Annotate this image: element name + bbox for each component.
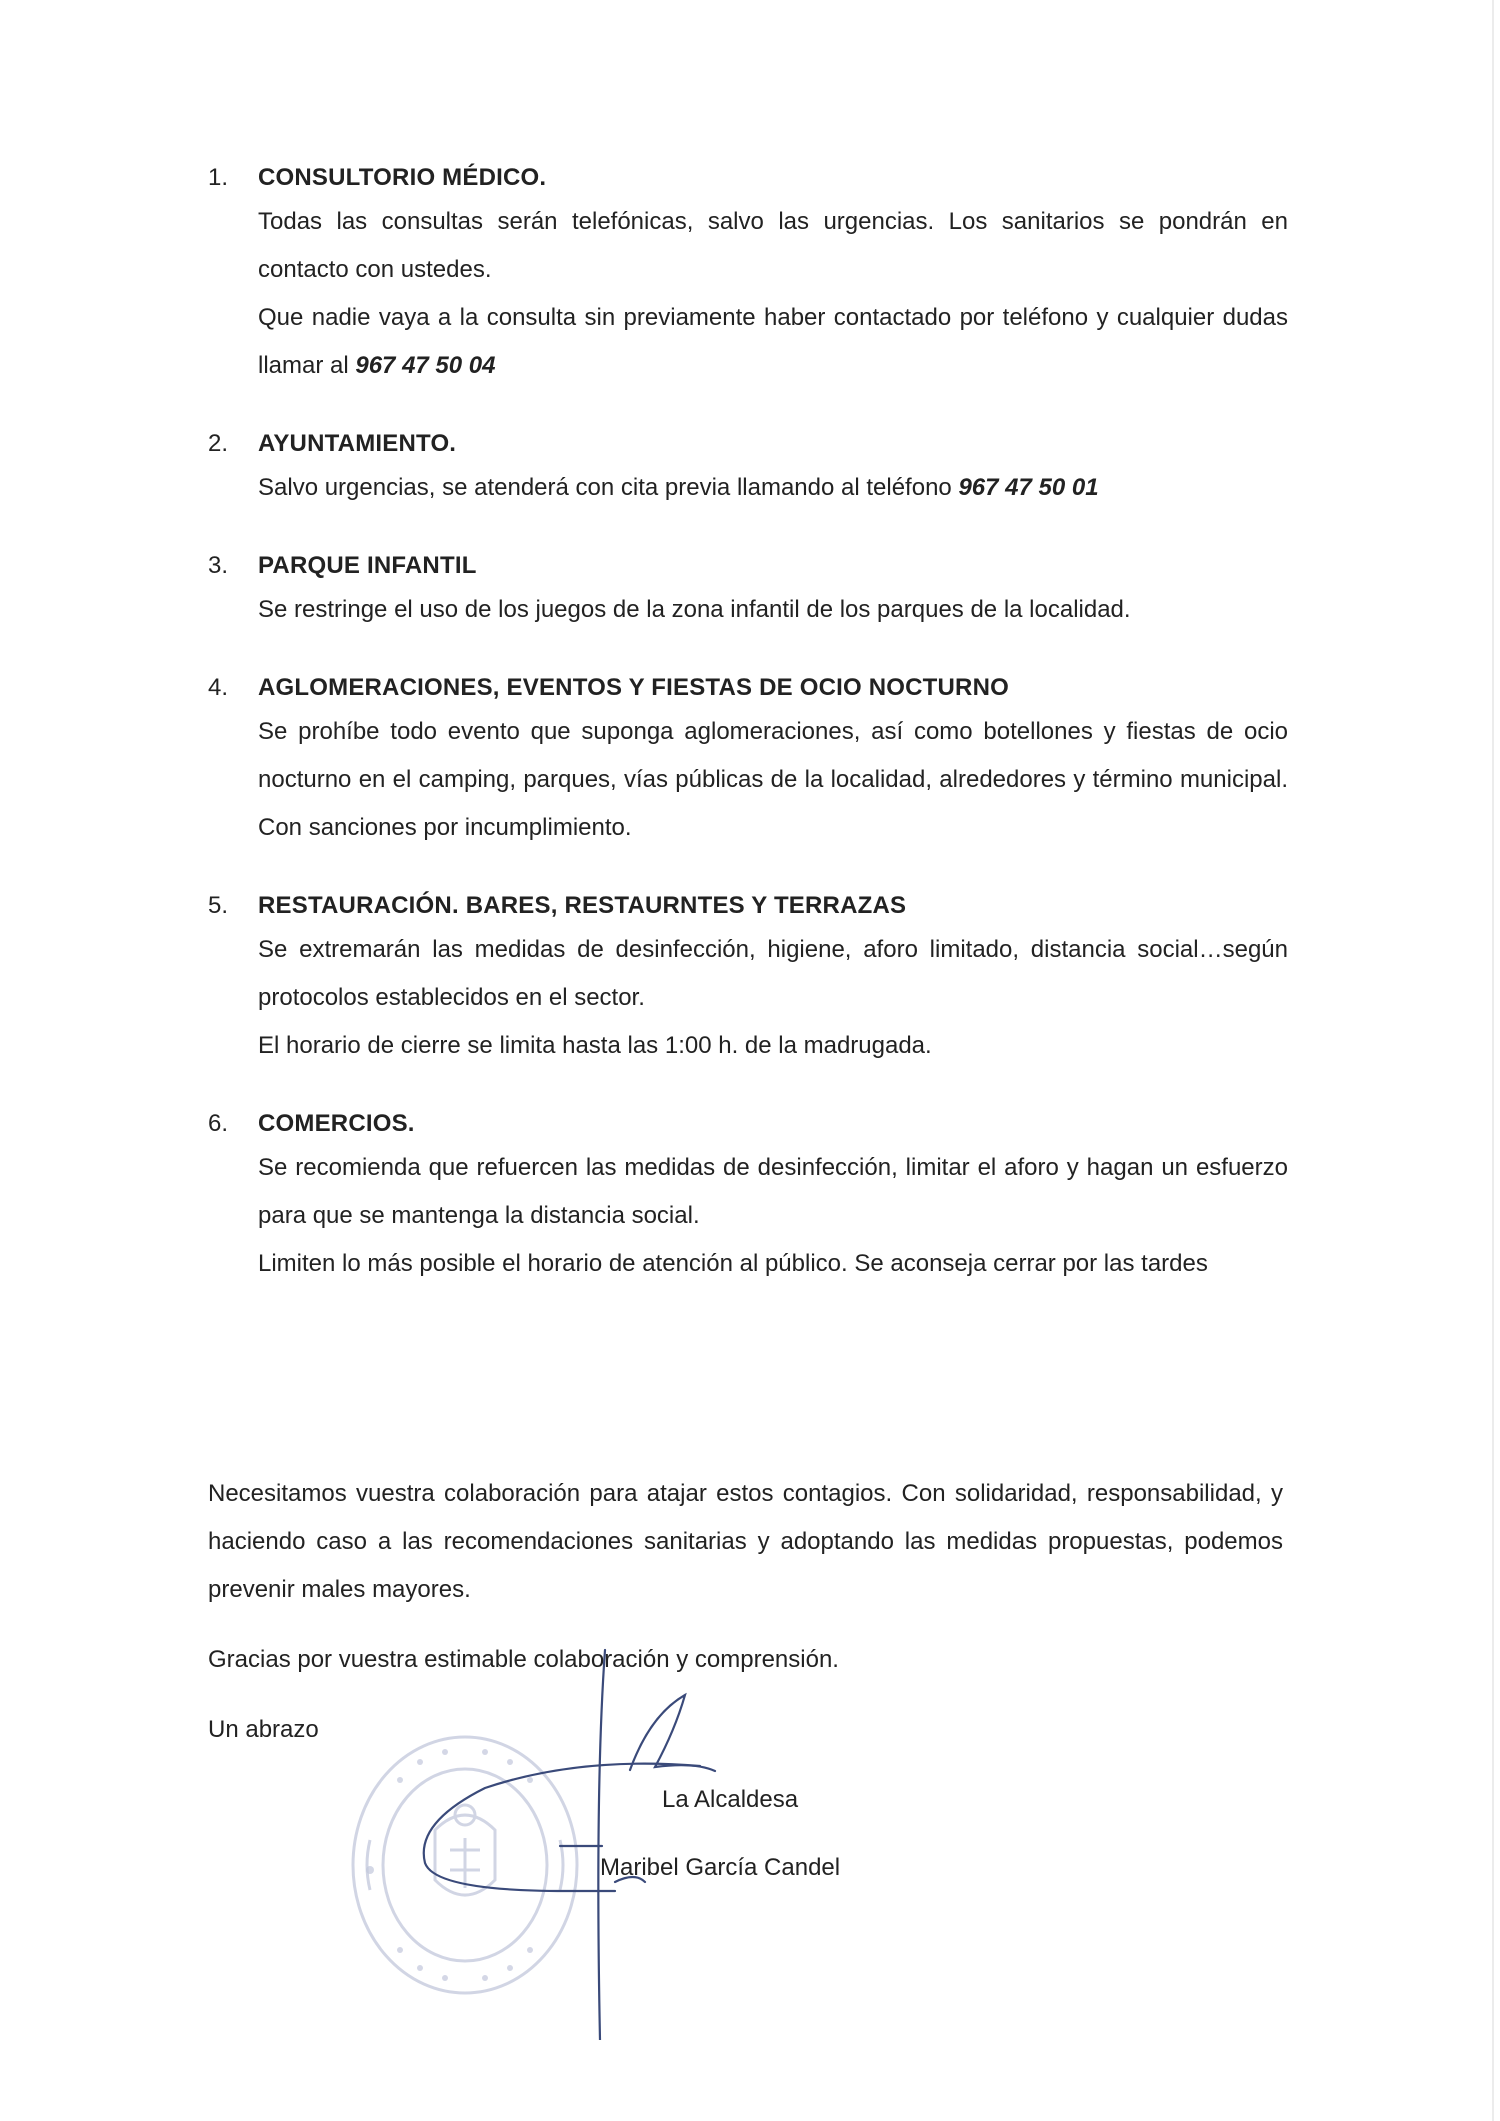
- signer-role: La Alcaldesa: [662, 1786, 799, 1813]
- phone-number: 967 47 50 04: [355, 352, 496, 379]
- section-body: [258, 708, 1288, 852]
- section-title: COMERCIOS.: [258, 1110, 415, 1137]
- section-paragraph: [258, 1022, 1288, 1070]
- section-number: 5.: [208, 892, 229, 919]
- section-heading: [208, 424, 1293, 464]
- closing-paragraph: Necesitamos vuestra colaboración para atajar estos contagios. Con solidaridad, responsabilidad, y haciendo caso a las recomendaciones sanitarias y adoptando las medidas propuestas, podemos prevenir males mayores.: [208, 1480, 1283, 1603]
- paragraph-text: Se recomienda que refuercen las medidas de desinfección, limitar el aforo y hagan un esfuerzo para que se mantenga la distancia social.: [258, 1154, 1288, 1229]
- section-title: PARQUE INFANTIL: [258, 552, 477, 579]
- section-heading: [208, 546, 1293, 586]
- signer-name: Maribel García Candel: [600, 1854, 841, 1881]
- section-paragraph: [258, 586, 1288, 634]
- section-title: RESTAURACIÓN. BARES, RESTAURNTES Y TERRAZAS: [258, 892, 907, 919]
- section-heading: [208, 158, 1293, 198]
- section-title: AGLOMERACIONES, EVENTOS Y FIESTAS DE OCIO NOCTURNO: [258, 674, 1009, 701]
- thanks-line: Gracias por vuestra estimable colaboración y comprensión.: [208, 1646, 839, 1673]
- paragraph-text: Se restringe el uso de los juegos de la zona infantil de los parques de la localidad.: [258, 596, 1131, 623]
- signature-block: [340, 1700, 900, 2020]
- page-edge: [1492, 0, 1494, 2121]
- section-heading: [208, 1104, 1293, 1144]
- paragraph-text: Limiten lo más posible el horario de atención al público. Se aconseja cerrar por las tardes: [258, 1250, 1208, 1277]
- section-heading: [208, 668, 1293, 708]
- section-paragraph: [258, 464, 1288, 512]
- paragraph-text: Todas las consultas serán telefónicas, salvo las urgencias. Los sanitarios se pondrán en contacto con ustedes.: [258, 208, 1288, 283]
- section-item: [208, 1104, 1293, 1288]
- section-title: AYUNTAMIENTO.: [258, 430, 457, 457]
- section-item: [208, 886, 1293, 1070]
- section-paragraph: [258, 926, 1288, 1022]
- section-paragraph: [258, 198, 1288, 294]
- section-paragraph: [258, 708, 1288, 852]
- section-paragraph: [258, 1240, 1288, 1288]
- section-body: [258, 1144, 1288, 1288]
- section-title: CONSULTORIO MÉDICO.: [258, 164, 547, 191]
- section-body: [258, 464, 1288, 512]
- section-item: [208, 158, 1293, 390]
- section-heading: [208, 886, 1293, 926]
- section-body: [258, 586, 1288, 634]
- section-number: 1.: [208, 164, 229, 191]
- farewell-line: Un abrazo: [208, 1716, 319, 1743]
- section-paragraph: [258, 294, 1288, 390]
- section-number: 6.: [208, 1110, 229, 1137]
- phone-number: 967 47 50 01: [958, 474, 1099, 501]
- section-number: 3.: [208, 552, 229, 579]
- section-item: [208, 546, 1293, 634]
- section-item: [208, 424, 1293, 512]
- section-body: [258, 198, 1288, 390]
- handwritten-signature: [400, 1620, 880, 2040]
- paragraph-text: El horario de cierre se limita hasta las 1:00 h. de la madrugada.: [258, 1032, 932, 1059]
- paragraph-text: Salvo urgencias, se atenderá con cita previa llamando al teléfono: [258, 474, 959, 501]
- sections-list: [208, 158, 1293, 1322]
- paragraph-text: Se extremarán las medidas de desinfección, higiene, aforo limitado, distancia social…según protocolos establecidos en el sector.: [258, 936, 1288, 1011]
- section-number: 2.: [208, 430, 229, 457]
- section-paragraph: [258, 1144, 1288, 1240]
- paragraph-text: Que nadie vaya a la consulta sin previamente haber contactado por teléfono y cualquier dudas llamar al: [258, 304, 1288, 379]
- section-body: [258, 926, 1288, 1070]
- section-item: [208, 668, 1293, 852]
- paragraph-text: Se prohíbe todo evento que suponga aglomeraciones, así como botellones y fiestas de ocio nocturno en el camping, parques, vías públicas de la localidad, alrededores y término municipal. Con sanciones por incumplimiento.: [258, 718, 1288, 841]
- section-number: 4.: [208, 674, 229, 701]
